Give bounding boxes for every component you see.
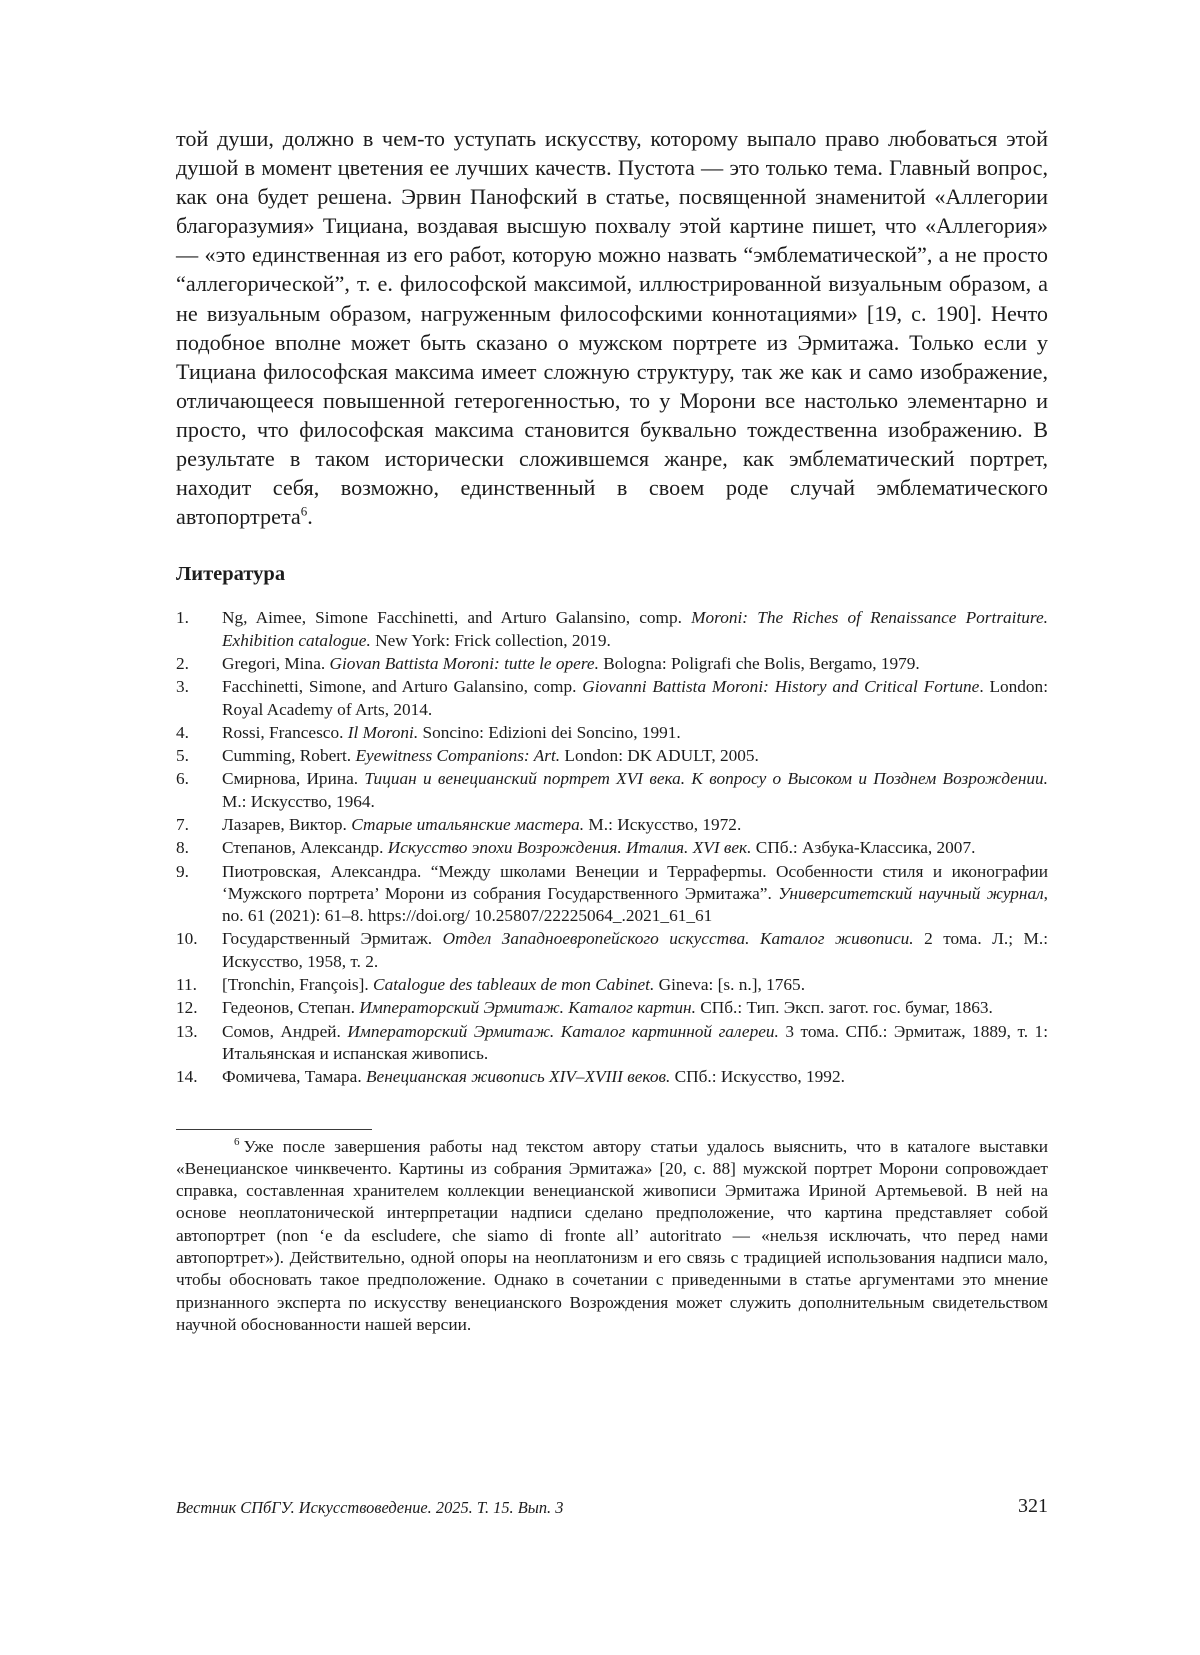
reference-text: Лазарев, Виктор. Старые итальянские мастера. М.: Искусство, 1972. [222,814,742,834]
reference-item [176,1066,1048,1088]
reference-text: Ng, Aimee, Simone Facchinetti, and Arturo Galansino, comp. Moroni: The Riches of Renaissance Portraiture. Exhibition catalogue. New York: Frick collection, 2019. [222,608,1048,650]
reference-item [176,974,1048,996]
footnote-divider [176,1129,372,1130]
reference-text: Facchinetti, Simone, and Arturo Galansino, comp. Giovanni Battista Moroni: History and Critical Fortune. London: Royal Academy of Arts, 2014. [222,677,1048,719]
running-footer [176,1495,1048,1521]
reference-text: Фомичева, Тамара. Венецианская живопись XIV–XVIII веков. СПб.: Искусство, 1992. [222,1067,845,1087]
reference-text: Gregori, Mina. Giovan Battista Moroni: tutte le opere. Bologna: Poligrafi che Bolis, Bergamo, 1979. [222,653,920,673]
reference-list [176,607,1048,1088]
reference-text: Государственный Эрмитаж. Отдел Западноевропейского искусства. Каталог живописи. 2 тома. Л.; М.: Искусство, 1958, т. 2. [222,929,1048,971]
reference-number: 6. [176,769,189,789]
reference-item [176,928,1048,973]
journal-title: Вестник СПбГУ. Искусствоведение. 2025. Т. 15. Вып. 3 [176,1498,564,1517]
reference-number: 11. [176,975,197,995]
reference-text: Степанов, Александр. Искусство эпохи Возрождения. Италия. XVI век. СПб.: Азбука-Классика, 2007. [222,838,976,858]
reference-item [176,997,1048,1019]
reference-number: 12. [176,998,198,1018]
page-number: 321 [1018,1495,1048,1517]
reference-number: 13. [176,1021,198,1041]
reference-number: 9. [176,861,189,881]
reference-item [176,722,1048,744]
reference-item [176,861,1048,928]
reference-number: 1. [176,608,189,628]
reference-item [176,814,1048,836]
reference-number: 2. [176,653,189,673]
reference-item [176,676,1048,721]
reference-item [176,837,1048,859]
reference-number: 8. [176,838,189,858]
reference-text: [Tronchin, François]. Catalogue des tableaux de mon Cabinet. Gineva: [s. n.], 1765. [222,975,806,995]
body-paragraph: той души, должно в чем-то уступать искусству, которому выпало право любоваться этой душой в момент цветения ее лучших качеств. Пустота — это только тема. Главный вопрос, как она будет решена. Эрвин Панофский в статье, посвященной знаменитой «Аллегории благоразумия» Тициана, воздавая высшую похвалу этой картине пишет, что «Аллегория» — «это единственная из его работ, которую можно назвать “эмблематической”, а не просто “аллегорической”, т. е. философской максимой, иллюстрированной визуальным образом, а не визуальным образом, нагруженным философскими коннотациями» [19, с. 190]. Нечто подобное вполне может быть сказано о мужском портрете из Эрмитажа. Только если у Тициана философская максима имеет сложную структуру, так же как и само изображение, отличающееся повышенной гетерогенностью, то у Морони все настолько элементарно и просто, что философская максима становится буквально тождественна изображению. В результате в таком исторически сложившемся жанре, как эмблематический портрет, находит себя, возможно, единственный в своем роде случай эмблематического автопортрета$^6$. [176,126,1048,530]
reference-text: Rossi, Francesco. Il Moroni. Soncino: Edizioni dei Soncino, 1991. [222,722,681,742]
footnote [176,1136,1048,1337]
reference-number: 5. [176,746,189,766]
footnote-marker: 6 [234,1135,240,1148]
reference-text: Пиотровская, Александра. “Между школами Венеции и Терраферmы. Особенности стиля и иконографии ‘Мужского портрета’ Морони из собрания Государственного Эрмитажа”. Университетский научный журнал, no. 61 (2021): 61–8. https://doi.org/ 10.25807/22225064_.2021_61_61 [222,861,1048,926]
reference-text: Смирнова, Ирина. Тициан и венецианский портрет XVI века. К вопросу о Высоком и Позднем Возрождении. М.: Искусство, 1964. [222,769,1048,811]
reference-text: Сомов, Андрей. Императорский Эрмитаж. Каталог картинной галереи. 3 тома. СПб.: Эрмитаж, 1889, т. 1: Итальянская и испанская живопись. [222,1021,1048,1063]
reference-number: 14. [176,1067,198,1087]
reference-item [176,768,1048,813]
reference-number: 7. [176,814,189,834]
reference-text: Гедеонов, Степан. Императорский Эрмитаж. Каталог картин. СПб.: Тип. Эксп. загот. гос. бумаг, 1863. [222,998,993,1018]
reference-item [176,1021,1048,1066]
reference-number: 4. [176,722,189,742]
footnote-text: Уже после завершения работы над текстом автору статьи удалось выяснить, что в каталоге выставки «Венецианское чинквеченто. Картины из собрания Эрмитажа» [20, с. 88] мужской портрет Морони сопровождает справка, составленная хранителем коллекции венецианской живописи Эрмитажа Ириной Артемьевой. В ней на основе неоплатонической интерпретации надписи сделано предположение, что картина представляет собой автопортрет (non ‘e da escludere, che siamo di fronte all’ autoritrato — «нельзя исключать, что перед нами автопортрет»). Действительно, одной опоры на неоплатонизм и его связь с традицией использования надписи мало, чтобы обосновать такое предположение. Однако в сочетании с приведенными в статье аргументами это мнение признанного эксперта по искусству венецианского Возрождения может служить дополнительным свидетельством научной обоснованности нашей версии. [176,1136,1048,1334]
article-page [176,124,1048,1336]
reference-text: Cumming, Robert. Eyewitness Companions: Art. London: DK ADULT, 2005. [222,746,759,766]
reference-item [176,653,1048,675]
reference-number: 3. [176,677,189,697]
reference-number: 10. [176,929,198,949]
references-heading: Литература [176,563,286,586]
reference-item [176,745,1048,767]
reference-item [176,607,1048,652]
